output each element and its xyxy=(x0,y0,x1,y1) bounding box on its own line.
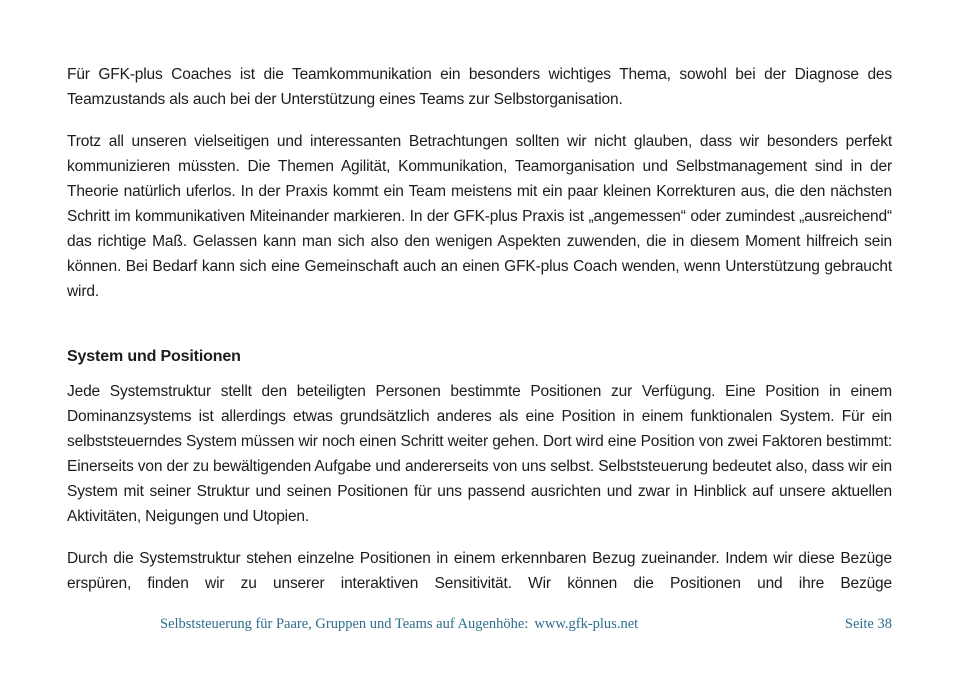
document-content xyxy=(67,62,892,596)
paragraph-1: Für GFK-plus Coaches ist die Teamkommunikation ein besonders wichtiges Thema, sowohl bei der Diagnose des Teamzustands als auch bei der Unterstützung eines Teams zur Selbstorganisation. xyxy=(67,66,892,108)
paragraph-3: Jede Systemstruktur stellt den beteiligten Personen bestimmte Positionen zur Verfügung. Eine Position in einem Dominanzsystems ist allerdings etwas grundsätzlich anderes als eine Position in einem funktionalen System. Für ein selbststeuerndes System müssen wir noch einen Schritt weiter gehen. Dort wird eine Position von zwei Faktoren bestimmt: Einerseits von der zu bewältigenden Aufgabe und andererseits von uns selbst. Selbststeuerung bedeutet also, dass wir ein System mit seiner Struktur und seinen Positionen für uns passend ausrichten und zwar in Hinblick auf unsere aktuellen Aktivitäten, Neigungen und Utopien. xyxy=(67,383,892,525)
footer-url-link[interactable]: www.gfk-plus.net xyxy=(534,616,639,632)
page-number: Seite 38 xyxy=(844,616,892,632)
footer xyxy=(160,613,892,635)
paragraph-2: Trotz all unseren vielseitigen und interessanten Betrachtungen sollten wir nicht glauben, dass wir besonders perfekt kommunizieren müssten. Die Themen Agilität, Kommunikation, Teamorganisation und Selbstmanagement sind in der Theorie natürlich uferlos. In der Praxis kommt ein Team meistens mit ein paar kleinen Korrekturen aus, die den nächsten Schritt im kommunikativen Miteinander markieren. In der GFK-plus Praxis ist „angemessen“ oder zumindest „ausreichend“ das richtige Maß. Gelassen kann man sich also den wenigen Aspekten zuwenden, die in diesem Moment hilfreich sein können. Bei Bedarf kann sich eine Gemeinschaft auch an einen GFK-plus Coach wenden, wenn Unterstützung gebraucht wird. xyxy=(67,133,892,300)
footer-text xyxy=(160,613,638,635)
footer-tagline: Selbststeuerung für Paare, Gruppen und Teams auf Augenhöhe: xyxy=(160,616,529,632)
paragraph-4: Durch die Systemstruktur stehen einzelne Positionen in einem erkennbaren Bezug zueinander. Indem wir diese Bezüge erspüren, finden wir zu unserer interaktiven Sensitivität. Wir können die Positionen und ihre Bezüge xyxy=(67,550,892,592)
section-heading: System und Positionen xyxy=(67,348,241,365)
